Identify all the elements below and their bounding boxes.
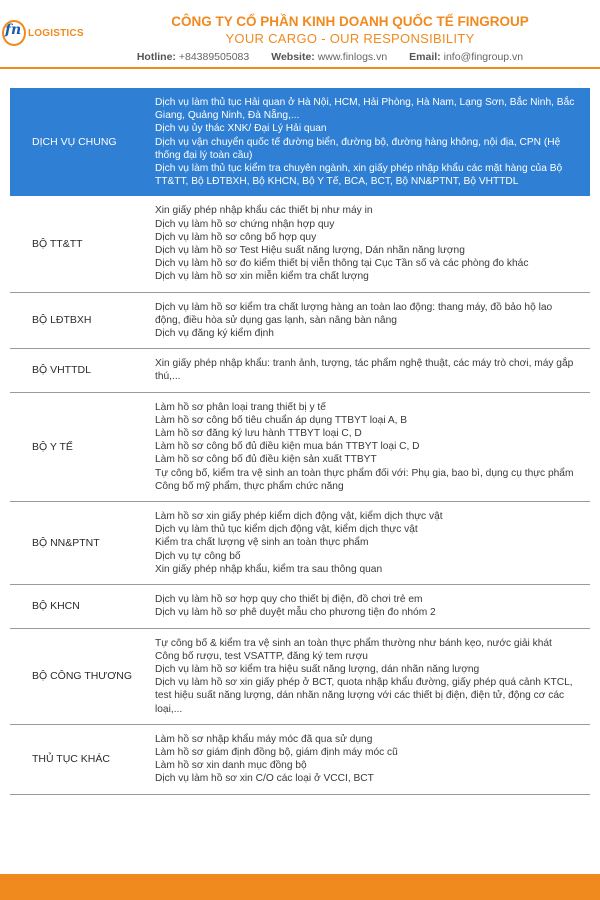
service-item: Làm hồ sơ công bố đủ điều kiện sản xuất TTBYT [155,454,377,466]
service-item: Làm hồ sơ công bố tiêu chuẩn áp dụng TTBYT loại A, B [155,414,408,426]
service-item: Dịch vụ làm hồ sơ hợp quy cho thiết bị điện, đồ chơi trẻ em [155,594,423,606]
contact-info [60,51,600,63]
row-items [155,393,590,501]
service-item: Dịch vụ làm hồ sơ xin giấy phép ở BCT, quota nhập khẩu đường, giấy phép quá cảnh KTCL, test hiệu suất năng lượng, dán nhãn năng lượng với các thiết bị điện, điện tử, động cơ các loại,... [155,677,573,715]
logo-mark: fn [5,22,22,38]
service-item: Xin giấy phép nhập khẩu các thiết bị như máy in [155,205,373,217]
service-item: Dịch vụ làm hồ sơ đo kiểm thiết bị viễn thông tại Cục Tần số và các phòng đo khác [155,258,529,270]
row-items [155,88,590,196]
row-category: BỘ TT&TT [32,238,83,251]
service-item: Dịch vụ ủy thác XNK/ Đại Lý Hải quan [155,123,327,135]
row-category: BỘ CÔNG THƯƠNG [32,670,133,683]
service-item: Dịch vụ đăng ký kiểm định [155,328,274,340]
service-item: Làm hồ sơ công bố đủ điều kiện mua bán TTBYT loại C, D [155,441,420,453]
service-item: Làm hồ sơ đăng ký lưu hành TTBYT loại C, D [155,428,362,440]
service-item: Dịch vụ làm hồ sơ kiểm tra hiệu suất năng lượng, dán nhãn năng lượng [155,663,480,675]
row-category: BỘ KHCN [32,600,80,613]
hotline[interactable] [137,51,249,63]
service-item: Dịch vụ làm hồ sơ công bố hợp quy [155,231,317,243]
row-items [155,196,590,291]
hotline-label: Hotline: [136,51,176,63]
website-value: www.finlogs.vn [317,51,388,63]
company-name: CÔNG TY CỔ PHẦN KINH DOANH QUỐC TẾ FINGROUP [171,14,529,29]
service-item: Tự công bố & kiểm tra vệ sinh an toàn thực phẩm thường như bánh kẹo, nước giải khát [155,637,552,649]
service-item: Dịch vụ làm thủ tục Hải quan ở Hà Nội, HCM, Hải Phòng, Hà Nam, Lạng Sơn, Bắc Ninh, Bắc Giang, Quảng Ninh, Đà Nẵng,... [155,97,575,122]
service-item: Dịch vụ làm hồ sơ chứng nhận hợp quy [155,218,335,230]
table-row [10,585,590,628]
table-row [10,502,590,585]
table-row [10,88,590,196]
service-item: Kiểm tra chất lượng vệ sinh an toàn thực phẩm [155,537,369,549]
service-item: Dịch vụ tự công bố [155,550,241,562]
service-item: Dịch vụ làm thủ tục kiểm dịch động vật, kiểm dịch thực vật [155,524,418,536]
table-row [10,629,590,725]
row-category: BỘ LĐTBXH [32,314,92,327]
service-item: Làm hồ sơ nhập khẩu máy móc đã qua sử dụng [155,733,373,745]
row-category: BỘ NN&PTNT [32,537,100,550]
service-item: Làm hồ sơ phân loại trang thiết bị y tế [155,401,326,413]
row-items [155,293,590,349]
page-header [0,0,600,70]
service-item: Tự công bố, kiểm tra vệ sinh an toàn thực phẩm đối với: Phụ gia, bao bì, dụng cụ thực phẩm [155,467,574,479]
hotline-value: +84389505083 [178,51,250,63]
service-item: Làm hồ sơ xin giấy phép kiểm dịch động vật, kiểm dịch thực vật [155,511,443,523]
service-item: Làm hồ sơ xin danh mục đồng bộ [155,760,307,772]
email[interactable] [409,51,523,63]
service-item: Dịch vụ làm hồ sơ phê duyệt mẫu cho phương tiện đo nhóm 2 [155,607,436,619]
row-items [155,629,590,724]
table-row [10,293,590,350]
company-logo[interactable] [2,20,84,48]
row-items [155,725,590,794]
email-value: info@fingroup.vn [443,51,524,63]
row-category: BỘ VHTTDL [32,364,91,377]
row-items [155,502,590,584]
footer-bar [0,874,600,900]
header-divider [0,67,600,69]
service-item: Xin giấy phép nhập khẩu: tranh ảnh, tượng, tác phẩm nghệ thuật, các máy trò chơi, máy gắp thú,... [155,358,574,383]
service-item: Dịch vụ làm hồ sơ Test Hiệu suất năng lượng, Dán nhãn năng lượng [155,245,465,257]
email-label: Email: [409,51,441,63]
table-row [10,349,590,392]
row-category: THỦ TỤC KHÁC [32,753,110,766]
row-items [155,349,590,391]
slogan: YOUR CARGO - OUR RESPONSIBILITY [225,31,475,46]
service-table [10,88,590,795]
website[interactable] [271,51,387,63]
service-item: Xin giấy phép nhập khẩu, kiểm tra sau thông quan [155,563,383,575]
service-item: Dịch vụ làm hồ sơ xin miễn kiểm tra chất lượng [155,271,369,283]
row-category: BỘ Y TẾ [32,440,73,453]
table-row [10,725,590,795]
service-item: Dịch vụ làm thủ tục kiểm tra chuyên ngành, xin giấy phép nhập khẩu các mặt hàng của Bộ TT&TT, Bộ LĐTBXH, Bộ KHCN, Bộ Y Tế, BCA, BCT, Bộ NN&PTNT, Bộ VHTTDL [155,163,563,188]
service-item: Công bố mỹ phẩm, thực phẩm chức năng [155,480,344,492]
website-label: Website: [271,51,315,63]
row-category: DỊCH VỤ CHUNG [32,136,117,149]
service-item: Dịch vụ vận chuyển quốc tế đường biển, đường bộ, đường hàng không, nội địa, CPN (Hệ thống đại lý toàn cầu) [155,136,561,161]
service-item: Dịch vụ làm hồ sơ xin C/O các loại ở VCCI, BCT [155,773,374,785]
service-item: Dịch vụ làm hồ sơ kiểm tra chất lượng hàng an toàn lao động: thang máy, đồ bảo hộ lao động, điều hòa sử dụng gas lạnh, sàn nâng bàn nâng [155,301,553,326]
table-row [10,393,590,502]
table-row [10,196,590,292]
service-item: Công bố rượu, test VSATTP, đăng ký tem rượu [155,650,368,662]
row-items [155,585,590,627]
logo-text: LOGISTICS [28,28,84,39]
service-item: Làm hồ sơ giám định đồng bộ, giám định máy móc cũ [155,746,398,758]
